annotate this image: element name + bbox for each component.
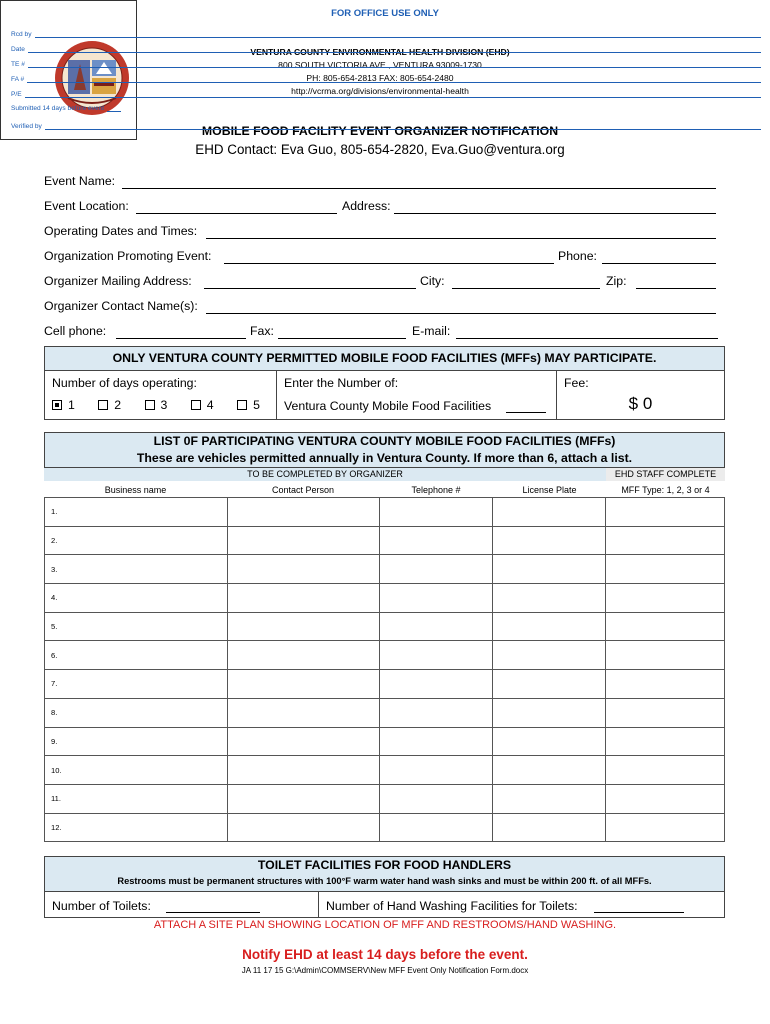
col-contact-person: Contact Person (271, 485, 335, 495)
table-row (45, 813, 725, 842)
checkbox-4[interactable] (191, 400, 201, 410)
day-option-5[interactable]: 5 (237, 398, 260, 412)
division-website: http://vcrma.org/divisions/environmental-health (291, 86, 469, 96)
division-address: 800 SOUTH VICTORIA AVE., VENTURA 93009-1730 (278, 60, 482, 70)
toilet-heading: TOILET FACILITIES FOR FOOD HANDLERS (257, 858, 512, 872)
mff-count-field[interactable] (506, 411, 546, 413)
mff-cell[interactable] (379, 641, 493, 670)
document-reference: JA 11 17 15 G:\Admin\COMMSERV\New MFF Event Only Notification Form.docx (241, 966, 529, 975)
mff-list-heading: LIST 0F PARTICIPATING VENTURA COUNTY MOBILE FOOD FACILITIES (MFFs) (153, 434, 616, 448)
fee-value: $ 0 (628, 394, 653, 413)
mff-cell[interactable] (493, 670, 606, 699)
mff-cell[interactable] (227, 555, 379, 584)
handwash-label: Number of Hand Washing Facilities for Toilets: (326, 899, 578, 913)
mff-cell[interactable] (379, 813, 493, 842)
row-number: 6. (51, 650, 58, 660)
office-field-submitted[interactable]: Submitted 14 days before event (11, 104, 761, 112)
table-row (45, 612, 725, 641)
table-row (45, 641, 725, 670)
row-number-cell[interactable] (45, 727, 228, 756)
mff-cell[interactable] (379, 698, 493, 727)
table-row (45, 584, 725, 613)
row-number-cell[interactable] (45, 555, 228, 584)
zip-field[interactable] (636, 287, 716, 289)
mff-cell[interactable] (227, 727, 379, 756)
mff-cell[interactable] (227, 670, 379, 699)
attach-site-plan-notice: ATTACH A SITE PLAN SHOWING LOCATION OF MFF AND RESTROOMS/HAND WASHING. (153, 919, 617, 931)
permitted-heading: ONLY VENTURA COUNTY PERMITTED MOBILE FOOD FACILITIES (MFFs) MAY PARTICIPATE. (112, 351, 657, 365)
row-number-cell[interactable] (45, 612, 228, 641)
city-field[interactable] (452, 287, 600, 289)
mff-cell[interactable] (606, 584, 725, 613)
row-number: 1. (51, 507, 58, 517)
row-number-cell[interactable] (45, 784, 228, 813)
toilets-label: Number of Toilets: (52, 899, 151, 913)
mff-cell[interactable] (493, 641, 606, 670)
mff-cell[interactable] (379, 784, 493, 813)
mff-cell[interactable] (379, 555, 493, 584)
day-option-1[interactable]: 1 (52, 398, 75, 412)
toilet-subheading: Restrooms must be permanent structures with 100°F warm water hand wash sinks and must be within 200 ft. of all MFFs. (117, 876, 652, 886)
cell-phone-field[interactable] (116, 337, 246, 339)
mff-cell[interactable] (227, 641, 379, 670)
email-field[interactable] (456, 337, 718, 339)
enter-number-label: Enter the Number of: (284, 376, 399, 390)
address-field[interactable] (394, 212, 716, 214)
mff-cell[interactable] (227, 498, 379, 527)
zip-label: Zip: (606, 274, 627, 288)
row-number: 10. (51, 765, 62, 775)
row-number: 5. (51, 622, 58, 632)
mff-count-label: Ventura County Mobile Food Facilities (284, 399, 492, 413)
mff-cell[interactable] (606, 784, 725, 813)
toilets-field[interactable] (166, 911, 260, 913)
mff-cell[interactable] (493, 727, 606, 756)
day-option-4[interactable]: 4 (191, 398, 214, 412)
col-telephone: Telephone # (411, 485, 461, 495)
fax-field[interactable] (278, 337, 406, 339)
office-field-verified-by[interactable]: Verified by (11, 122, 761, 130)
col-business-name: Business name (104, 485, 167, 495)
notify-ehd-notice: Notify EHD at least 14 days before the event. (242, 947, 528, 962)
mff-cell[interactable] (606, 498, 725, 527)
contact-names-label: Organizer Contact Name(s): (44, 299, 198, 313)
row-number-cell[interactable] (45, 526, 228, 555)
mff-cell[interactable] (227, 612, 379, 641)
address-label: Address: (342, 199, 391, 213)
mailing-address-label: Organizer Mailing Address: (44, 274, 192, 288)
row-number: 3. (51, 564, 58, 574)
mff-cell[interactable] (493, 612, 606, 641)
mff-cell[interactable] (493, 555, 606, 584)
checkbox-2[interactable] (98, 400, 108, 410)
organizer-band-label: TO BE COMPLETED BY ORGANIZER (247, 469, 403, 479)
mff-cell[interactable] (227, 756, 379, 785)
event-location-field[interactable] (136, 212, 337, 214)
row-number: 4. (51, 593, 58, 603)
row-number: 7. (51, 679, 58, 689)
table-row (45, 756, 725, 785)
row-number-cell[interactable] (45, 698, 228, 727)
checkbox-5[interactable] (237, 400, 247, 410)
row-number-cell[interactable] (45, 756, 228, 785)
event-name-label: Event Name: (44, 174, 116, 188)
mff-cell[interactable] (493, 698, 606, 727)
row-number: 9. (51, 736, 58, 746)
row-number-cell[interactable] (45, 584, 228, 613)
mff-cell[interactable] (227, 698, 379, 727)
mff-cell[interactable] (227, 813, 379, 842)
mff-cell[interactable] (493, 813, 606, 842)
email-label: E-mail: (412, 324, 451, 338)
table-row (45, 698, 725, 727)
mff-cell[interactable] (379, 612, 493, 641)
organization-field[interactable] (224, 262, 554, 264)
row-number: 11. (51, 794, 61, 804)
handwash-field[interactable] (594, 911, 684, 913)
row-number-cell[interactable] (45, 498, 228, 527)
row-number: 12. (51, 822, 62, 832)
mff-cell[interactable] (493, 584, 606, 613)
mff-cell[interactable] (379, 756, 493, 785)
mff-cell[interactable] (379, 584, 493, 613)
office-use-title: FOR OFFICE USE ONLY (331, 8, 439, 19)
mff-cell[interactable] (493, 784, 606, 813)
mff-list-subheading: These are vehicles permitted annually in Ventura County. If more than 6, attach a list. (136, 451, 633, 465)
mff-cell[interactable] (493, 498, 606, 527)
checkbox-3[interactable] (145, 400, 155, 410)
division-name: VENTURA COUNTY ENVIRONMENTAL HEALTH DIVISION (EHD) (250, 47, 510, 57)
mff-cell[interactable] (606, 670, 725, 699)
col-mff-type: MFF Type: 1, 2, 3 or 4 (621, 485, 710, 495)
division-phone-fax: PH: 805-654-2813 FAX: 805-654-2480 (306, 73, 454, 83)
checkbox-1[interactable] (52, 400, 62, 410)
city-label: City: (420, 274, 445, 288)
table-row (45, 526, 725, 555)
table-row (45, 555, 725, 584)
cell-phone-label: Cell phone: (44, 324, 107, 338)
col-license-plate: License Plate (522, 485, 577, 495)
office-field-pe[interactable]: P/E (11, 90, 761, 98)
phone-field[interactable] (602, 262, 716, 264)
row-number: 2. (51, 536, 58, 546)
office-field-date[interactable]: Date (11, 45, 761, 53)
mff-cell[interactable] (227, 526, 379, 555)
days-operating-label: Number of days operating: (52, 376, 197, 390)
row-number-cell[interactable] (45, 641, 228, 670)
table-row (45, 670, 725, 699)
mff-cell[interactable] (379, 727, 493, 756)
staff-band-label: EHD STAFF COMPLETE (614, 469, 717, 479)
operating-dates-field[interactable] (206, 237, 716, 239)
mff-cell[interactable] (379, 526, 493, 555)
mff-cell[interactable] (606, 813, 725, 842)
mff-cell[interactable] (227, 584, 379, 613)
mff-cell[interactable] (379, 498, 493, 527)
day-option-3[interactable]: 3 (145, 398, 168, 412)
mff-cell[interactable] (379, 670, 493, 699)
office-field-rcd-by[interactable]: Rcd by (11, 30, 761, 38)
organization-label: Organization Promoting Event: (44, 249, 212, 263)
mff-cell[interactable] (606, 612, 725, 641)
row-number-cell[interactable] (45, 813, 228, 842)
days-options (52, 398, 260, 412)
row-number: 8. (51, 708, 58, 718)
contact-names-field[interactable] (206, 312, 716, 314)
mff-cell[interactable] (493, 526, 606, 555)
mff-cell[interactable] (606, 555, 725, 584)
phone-label: Phone: (558, 249, 597, 263)
form-title: MOBILE FOOD FACILITY EVENT ORGANIZER NOTIFICATION (201, 124, 559, 138)
mailing-address-field[interactable] (204, 287, 416, 289)
event-location-label: Event Location: (44, 199, 129, 213)
day-option-2[interactable]: 2 (98, 398, 121, 412)
mff-table (44, 497, 725, 842)
office-field-fa[interactable]: FA # (11, 75, 761, 83)
table-row (45, 498, 725, 527)
mff-cell[interactable] (606, 756, 725, 785)
mff-cell[interactable] (493, 756, 606, 785)
mff-cell[interactable] (227, 784, 379, 813)
mff-cell[interactable] (606, 698, 725, 727)
mff-cell[interactable] (606, 641, 725, 670)
operating-dates-label: Operating Dates and Times: (44, 224, 198, 238)
office-field-te[interactable]: TE # (11, 60, 761, 68)
row-number-cell[interactable] (45, 670, 228, 699)
ehd-contact: EHD Contact: Eva Guo, 805-654-2820, Eva.Guo@ventura.org (195, 142, 565, 157)
fee-label: Fee: (564, 376, 589, 390)
event-name-field[interactable] (122, 187, 716, 189)
fax-label: Fax: (250, 324, 274, 338)
mff-cell[interactable] (606, 727, 725, 756)
mff-cell[interactable] (606, 526, 725, 555)
table-row (45, 784, 725, 813)
table-row (45, 727, 725, 756)
